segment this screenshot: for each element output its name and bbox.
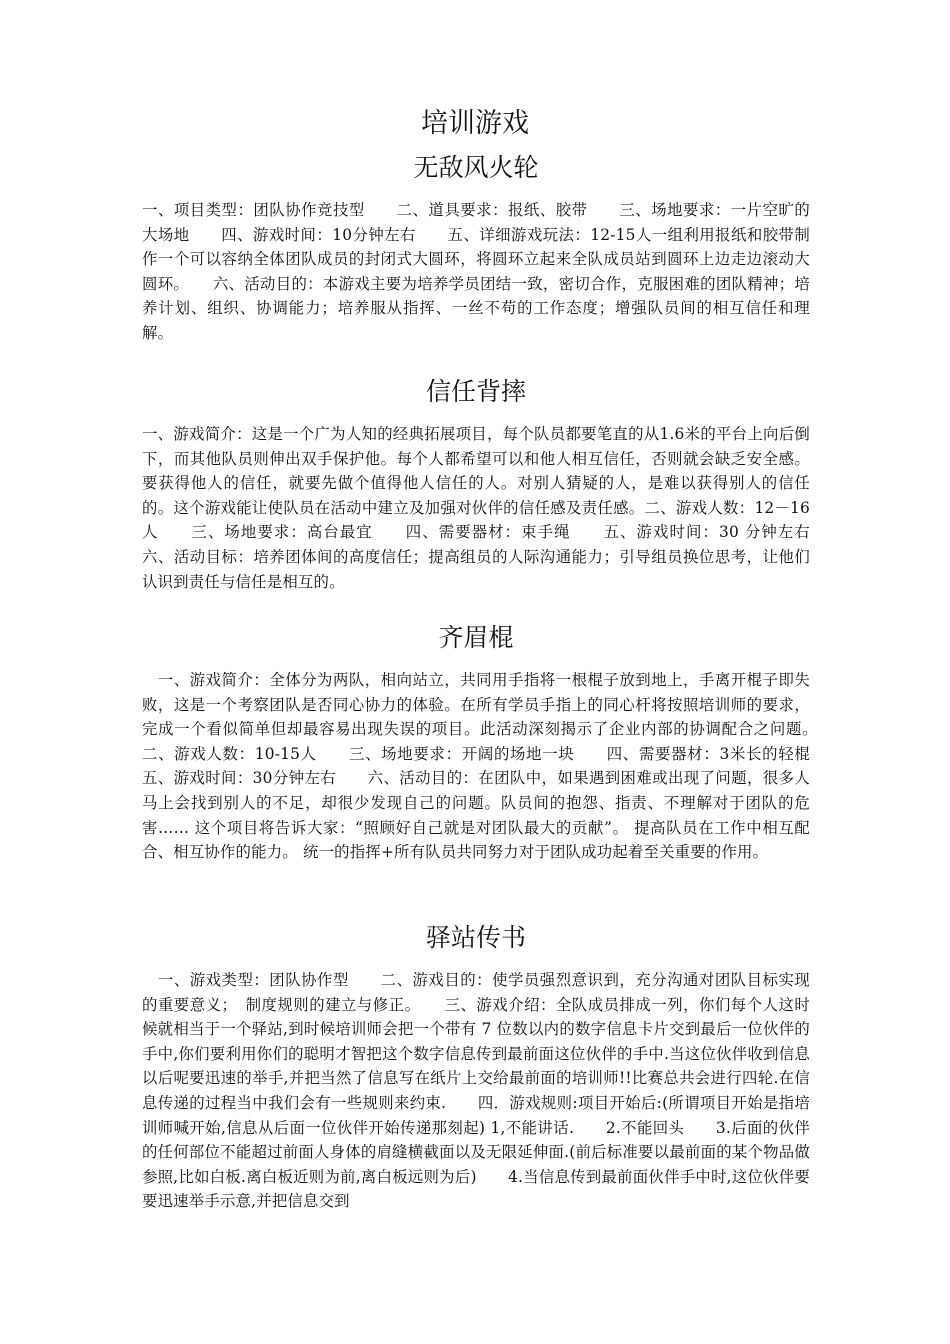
- section-qimeigun: [142, 620, 842, 865]
- section-body: 一、游戏简介：这是一个广为人知的经典拓展项目，每个队员都要笔直的从1.6米的平台上向后倒下，而其他队员则伸出双手保护他。每个人都希望可以和他人相互信任，否则就会缺乏安全感。要获得他人的信任，就要先做个值得他人信任的人。对别人猜疑的人，是难以获得别人的信任的。这个游戏能让使队员在活动中建立及加强对伙伴的信任感及责任感。二、游戏人数：12－16人 三、场地要求：高台最宜 四、需要器材：束手绳 五、游戏时间：30 分钟左右 六、活动目标：培养团体间的高度信任；提高组员的人际沟通能力；引导组员换位思考，让他们认识到责任与信任是相互的。: [142, 425, 842, 591]
- document-title: 培训游戏: [421, 108, 529, 139]
- section-body: 一、项目类型：团队协作竞技型 二、道具要求：报纸、胶带 三、场地要求：一片空旷的大场地 四、游戏时间：10分钟左右 五、详细游戏玩法：12-15人一组利用报纸和胶带制作一个可以容纳全体团队成员的封闭式大圆环，将圆环立起来全队成员站到圆环上边走边滚动大圆环。 六、活动目的：本游戏主要为培养学员团结一致，密切合作，克服困难的团队精神；培养计划、组织、协调能力；培养服从指挥、一丝不苟的工作态度；增强队员间的相互信任和理解。: [142, 201, 810, 342]
- section-wudi-fenghuolun: [142, 150, 810, 346]
- section-yizhan-chuanshu: [142, 920, 810, 1214]
- section-body: 一、游戏简介：全体分为两队，相向站立，共同用手指将一根棍子放到地上，手离开棍子即失败，这是一个考察团队是否同心协力的体验。在所有学员手指上的同心杆将按照培训师的要求，完成一个看似简单但却最容易出现失误的项目。此活动深刻揭示了企业内部的协调配合之问题。 二、游戏人数：10-15人 三、场地要求：开阔的场地一块 四、需要器材：3米长的轻棍 五、游戏时间：30分钟左右 六、活动目的：在团队中，如果遇到困难或出现了问题，很多人马上会找到别人的不足，却很少发现自己的问题。队员间的抱怨、指责、不理解对于团队的危害…… 这个项目将告诉大家：“照顾好自己就是对团队最大的贡献”。 提高队员在工作中相互配合、相互协作的能力。 统一的指挥+所有队员共同努力对于团队成功起着至关重要的作用。: [142, 671, 842, 862]
- section-xinren-beishuai: [142, 374, 842, 594]
- section-body: 一、游戏类型：团队协作型 二、游戏目的：使学员强烈意识到，充分沟通对团队目标实现的重要意义； 制度规则的建立与修正。 三、游戏介绍：全队成员排成一列，你们每个人这时候就相当于一个驿站,到时候培训师会把一个带有 7 位数以内的数字信息卡片交到最后一位伙伴的手中,你们要利用你们的聪明才智把这个数字信息传到最前面这位伙伴的手中.当这位伙伴收到信息以后呢要迅速的举手,并把当然了信息写在纸片上交给最前面的培训师!!比赛总共会进行四轮.在信息传递的过程当中我们会有一些规则来约束. 四．游戏规则:项目开始后:(所谓项目开始是指培训师喊开始,信息从后面一位伙伴开始传递那刻起) 1,不能讲话. 2.不能回头 3.后面的伙伴的任何部位不能超过前面人身体的肩缝横截面以及无限延伸面.(前后标准要以最前面的某个物品做参照,比如白板.离白板近则为前,离白板远则为后) 4.当信息传到最前面伙伴手中时,这位伙伴要要迅速举手示意,并把信息交到: [142, 971, 810, 1211]
- section-title: 驿站传书: [425, 923, 526, 952]
- section-title: 齐眉棍: [438, 623, 514, 652]
- section-title: 信任背摔: [425, 377, 526, 406]
- section-title: 无敌风火轮: [413, 153, 539, 182]
